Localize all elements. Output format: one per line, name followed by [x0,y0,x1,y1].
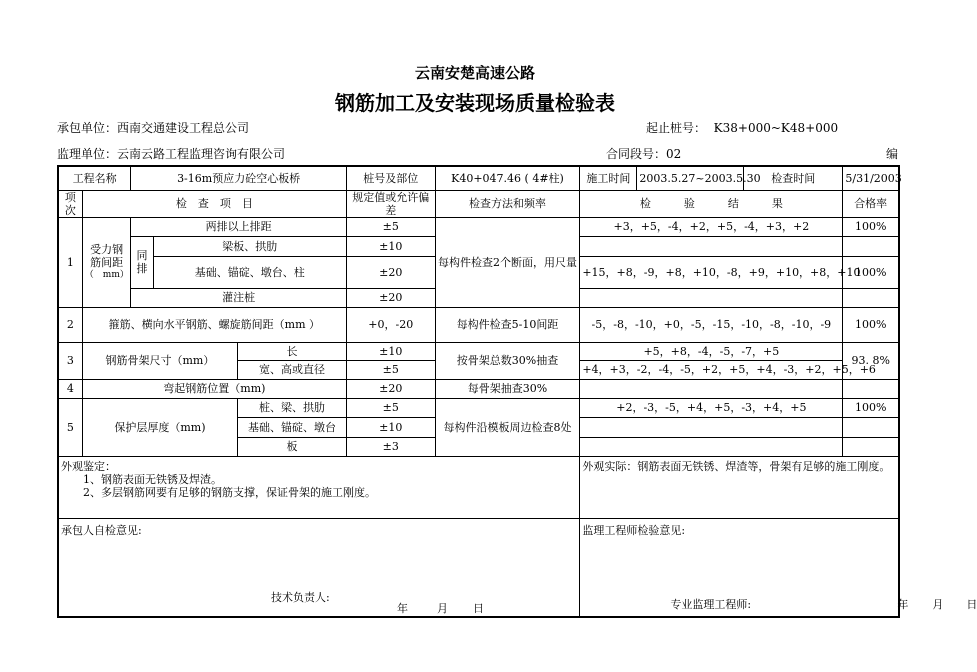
appearance-check [58,456,580,518]
contractor-month: 月 [437,601,448,615]
item-1-name [82,217,131,307]
col-item: 检 查 项 目 [82,190,346,217]
item-1a-result: +3，+5，-4，+2，+5，-4，+3，+2 [580,217,843,236]
item-4-tol: ±20 [346,379,435,398]
item-1a-rate: 100% [843,217,899,236]
inspection-time-label: 检查时间 [744,166,843,190]
contract-value: 02 [666,147,682,161]
item-3-name: 钢筋骨架尺寸（mm） [82,342,237,379]
item-5b-result [580,417,843,437]
appearance-actual: 外观实际：钢筋表面无铁锈、焊渣等，骨架有足够的施工刚度。 [580,456,899,518]
appearance-check-line2: 2、多层钢筋网要有足够的钢筋支撑，保证骨架的施工刚度。 [83,485,376,499]
item-1b-tol: ±10 [346,236,435,256]
col-result: 检 验 结 果 [580,190,843,217]
item-4-method: 每骨架抽查30% [435,379,580,398]
item-4-label: 弯起钢筋位置（mm) [82,379,346,398]
contractor-unit [57,119,249,136]
item-1d-label: 灌注桩 [131,288,347,307]
appearance-check-label: 外观鉴定： [61,459,116,473]
item-5-no: 5 [58,398,82,456]
pile-range [646,119,838,136]
form-title: 钢筋加工及安装现场质量检验表 [335,91,615,115]
item-5b-rate [843,417,899,437]
item-1d-result [580,288,843,307]
item-3b-label: 宽、高或直径 [238,360,347,379]
item-3a-label: 长 [238,342,347,360]
item-4-no: 4 [58,379,82,398]
item-5c-result [580,437,843,456]
contractor-day: 日 [473,601,484,615]
item-3a-result: +5，+8，-4，-5，-7，+5 [580,342,843,360]
item-5a-label: 桩、梁、拱肋 [238,398,347,417]
item-1-unit: （ mm） [84,269,129,280]
contractor-opinion-cell [58,518,580,617]
item-2-result: -5，-8，-10，+0，-5，-15，-10，-8，-10，-9 [580,307,843,342]
contract-label: 合同段号： [606,147,667,161]
item-3-method: 按骨架总数30%抽查 [435,342,580,379]
inspection-time-value: 5/31/2003 [843,166,899,190]
item-1c-label: 基础、锚碇、墩台、柱 [153,256,346,288]
supervisor-opinion-cell [580,518,977,617]
tech-lead-label: 技术负责人: [271,590,330,604]
item-5b-tol: ±10 [346,417,435,437]
supervisor-opinion-label: 监理工程师检验意见: [582,523,686,537]
supervisor-value: 云南云路工程监理咨询有限公司 [117,147,286,161]
item-4-rate [843,379,899,398]
item-1b-result [580,236,843,256]
item-5a-result: +2，-3，-5，+4，+5，-3，+4，+5 [580,398,843,417]
item-1-method: 每构件检查2个断面，用尺量 [435,217,580,307]
item-2-no: 2 [58,307,82,342]
col-tolerance: 规定值或允许偏差 [346,190,435,217]
item-1b-rate [843,236,899,256]
construction-time-value: 2003.5.27~2003.5.30 [637,166,744,190]
item-5c-rate [843,437,899,456]
item-1d-tol: ±20 [346,288,435,307]
item-3b-tol: ±5 [346,360,435,379]
item-3b-result: +4，+3，-2，-4，-5，+2，+5，+4，-3，+2，+5，+6 [580,360,843,379]
contractor-label: 承包单位： [57,121,118,135]
supervisor-day: 日 [966,597,977,611]
item-1-no: 1 [58,217,82,307]
contractor-year: 年 [397,601,408,615]
item-1-same-row: 同排 [131,236,153,288]
item-5c-label: 板 [238,437,347,456]
project-name-value: 3-16m预应力砼空心板桥 [131,166,347,190]
title-line1: 云南安楚高速公路 [414,64,535,82]
item-2-rate: 100% [843,307,899,342]
item-1-title: 受力钢筋间距 [90,242,124,269]
inspection-table [57,165,977,618]
construction-time-label: 施工时间 [580,166,637,190]
supervisor-label: 监理单位： [57,147,118,161]
item-1c-result: +15，+8，-9，+8，+10，-8，+9，+10，+8，+10 [580,256,843,288]
pile-part-value: K40+047.46 ( 4#柱) [435,166,580,190]
item-5-method: 每构件沿模板周边检查8处 [435,398,580,456]
pile-range-label: 起止桩号： [646,121,707,135]
item-2-tol: +0，-20 [346,307,435,342]
supervisor-unit [57,145,285,162]
col-no: 项次 [58,190,82,217]
supervisor-month: 月 [932,597,944,611]
item-5a-rate: 100% [843,398,899,417]
col-method: 检查方法和频率 [435,190,580,217]
item-2-label: 箍筋、横向水平钢筋、螺旋筋间距（mm ） [82,307,346,342]
col-rate: 合格率 [843,190,899,217]
item-5-name: 保护层厚度（mm) [82,398,237,456]
item-1a-label: 两排以上排距 [131,217,347,236]
item-3-rate: 93. 8% [843,342,899,379]
project-name-label: 工程名称 [58,166,131,190]
item-5b-label: 基础、锚碇、墩台 [238,417,347,437]
supervisor-sign-label: 专业监理工程师: [670,597,752,611]
item-1a-tol: ±5 [346,217,435,236]
item-1c-tol: ±20 [346,256,435,288]
item-3-no: 3 [58,342,82,379]
item-5c-tol: ±3 [346,437,435,456]
item-1b-label: 梁板、拱肋 [153,236,346,256]
item-2-method: 每构件检查5-10间距 [435,307,580,342]
item-3a-tol: ±10 [346,342,435,360]
contractor-value: 西南交通建设工程总公司 [117,121,250,135]
serial-label: 编 [886,147,899,161]
supervisor-year: 年 [897,597,909,611]
item-5a-tol: ±5 [346,398,435,417]
contract-section [606,145,681,162]
contractor-opinion-label: 承包人自检意见: [61,523,142,537]
item-1c-rate: 100% [843,256,899,288]
appearance-check-line1: 1、钢筋表面无铁锈及焊渣。 [83,472,222,486]
pile-range-value: K38+000~K48+000 [713,121,839,135]
item-1d-rate [843,288,899,307]
item-4-result [580,379,843,398]
pile-part-label: 桩号及部位 [346,166,435,190]
